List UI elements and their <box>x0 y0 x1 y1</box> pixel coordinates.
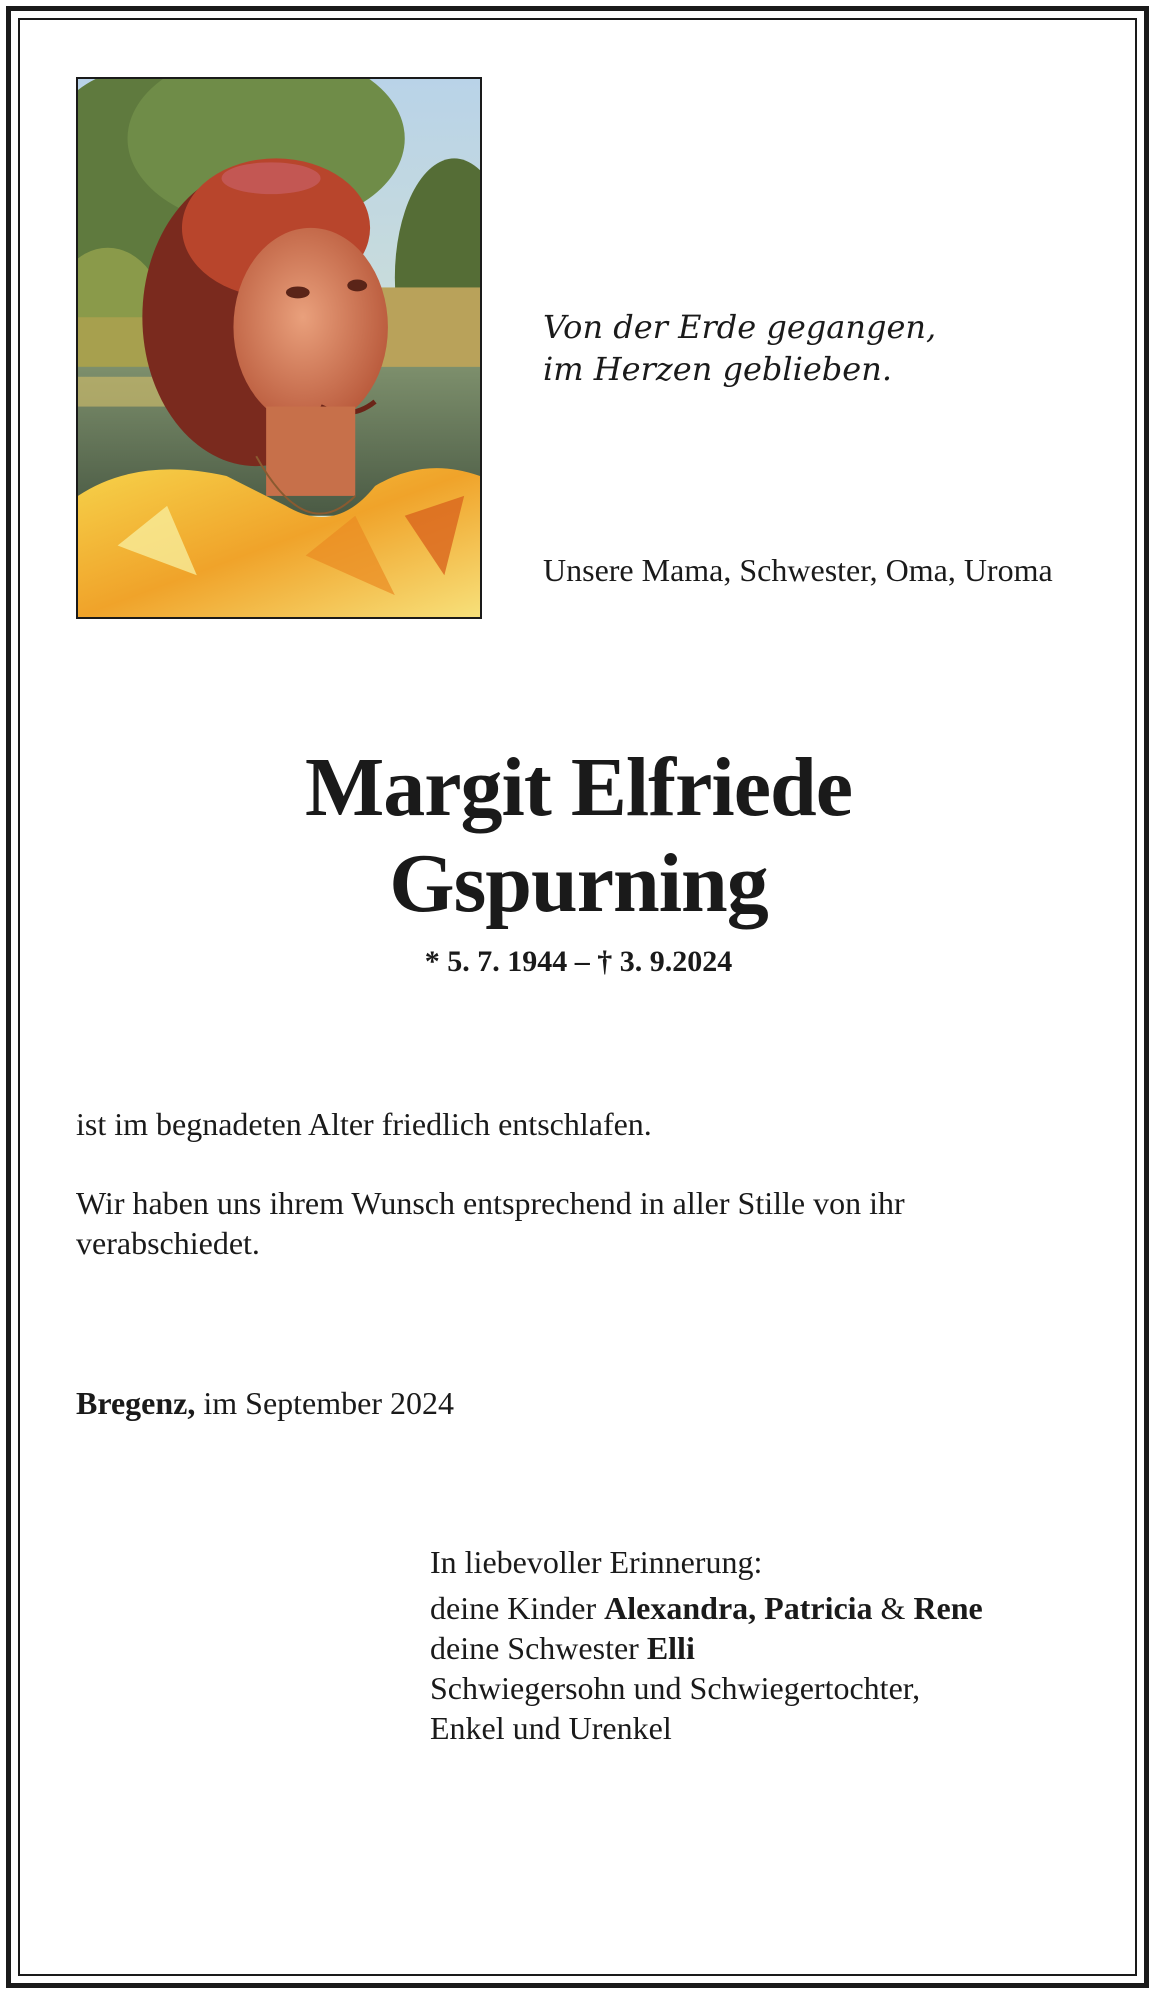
motto <box>543 306 1083 390</box>
motto-line-1: Von der Erde gegangen, <box>543 308 937 346</box>
family-lead: In liebevoller Erinnerung: <box>430 1544 763 1580</box>
sister-prefix: deine Schwester <box>430 1630 647 1666</box>
relation-text: Unsere Mama, Schwester, Oma, Uroma <box>543 552 1053 588</box>
children-names: Alexandra, Patricia <box>604 1590 873 1626</box>
place-city: Bregenz, <box>76 1385 196 1421</box>
place-date-line <box>76 1383 1086 1423</box>
sister-name: Elli <box>646 1630 695 1666</box>
portrait-photo <box>76 77 482 619</box>
body-paragraph-2: Wir haben uns ihrem Wunsch entsprechend in aller Stille von ihr verabschiedet. <box>76 1185 905 1261</box>
place-date: im September 2024 <box>195 1385 454 1421</box>
children-amp: & <box>872 1590 914 1626</box>
life-dates: * 5. 7. 1944 – † 3. 9.2024 <box>424 945 733 978</box>
body-paragraph-1: ist im begnadeten Alter friedlich entschlafen. <box>76 1106 652 1142</box>
children-last: Rene <box>913 1590 983 1626</box>
family-sister <box>430 1628 1090 1668</box>
children-prefix: deine Kinder <box>430 1590 605 1626</box>
motto-line-2: im Herzen geblieben. <box>543 350 892 388</box>
deceased-name <box>0 740 1157 932</box>
family-grandchildren: Enkel und Urenkel <box>430 1710 672 1746</box>
name-line-1: Margit Elfriede <box>304 741 853 834</box>
family-inlaws: Schwiegersohn und Schwiegertochter, <box>430 1670 921 1706</box>
family-signature <box>430 1542 1090 1748</box>
family-children <box>430 1588 1090 1628</box>
name-line-2: Gspurning <box>389 837 768 930</box>
